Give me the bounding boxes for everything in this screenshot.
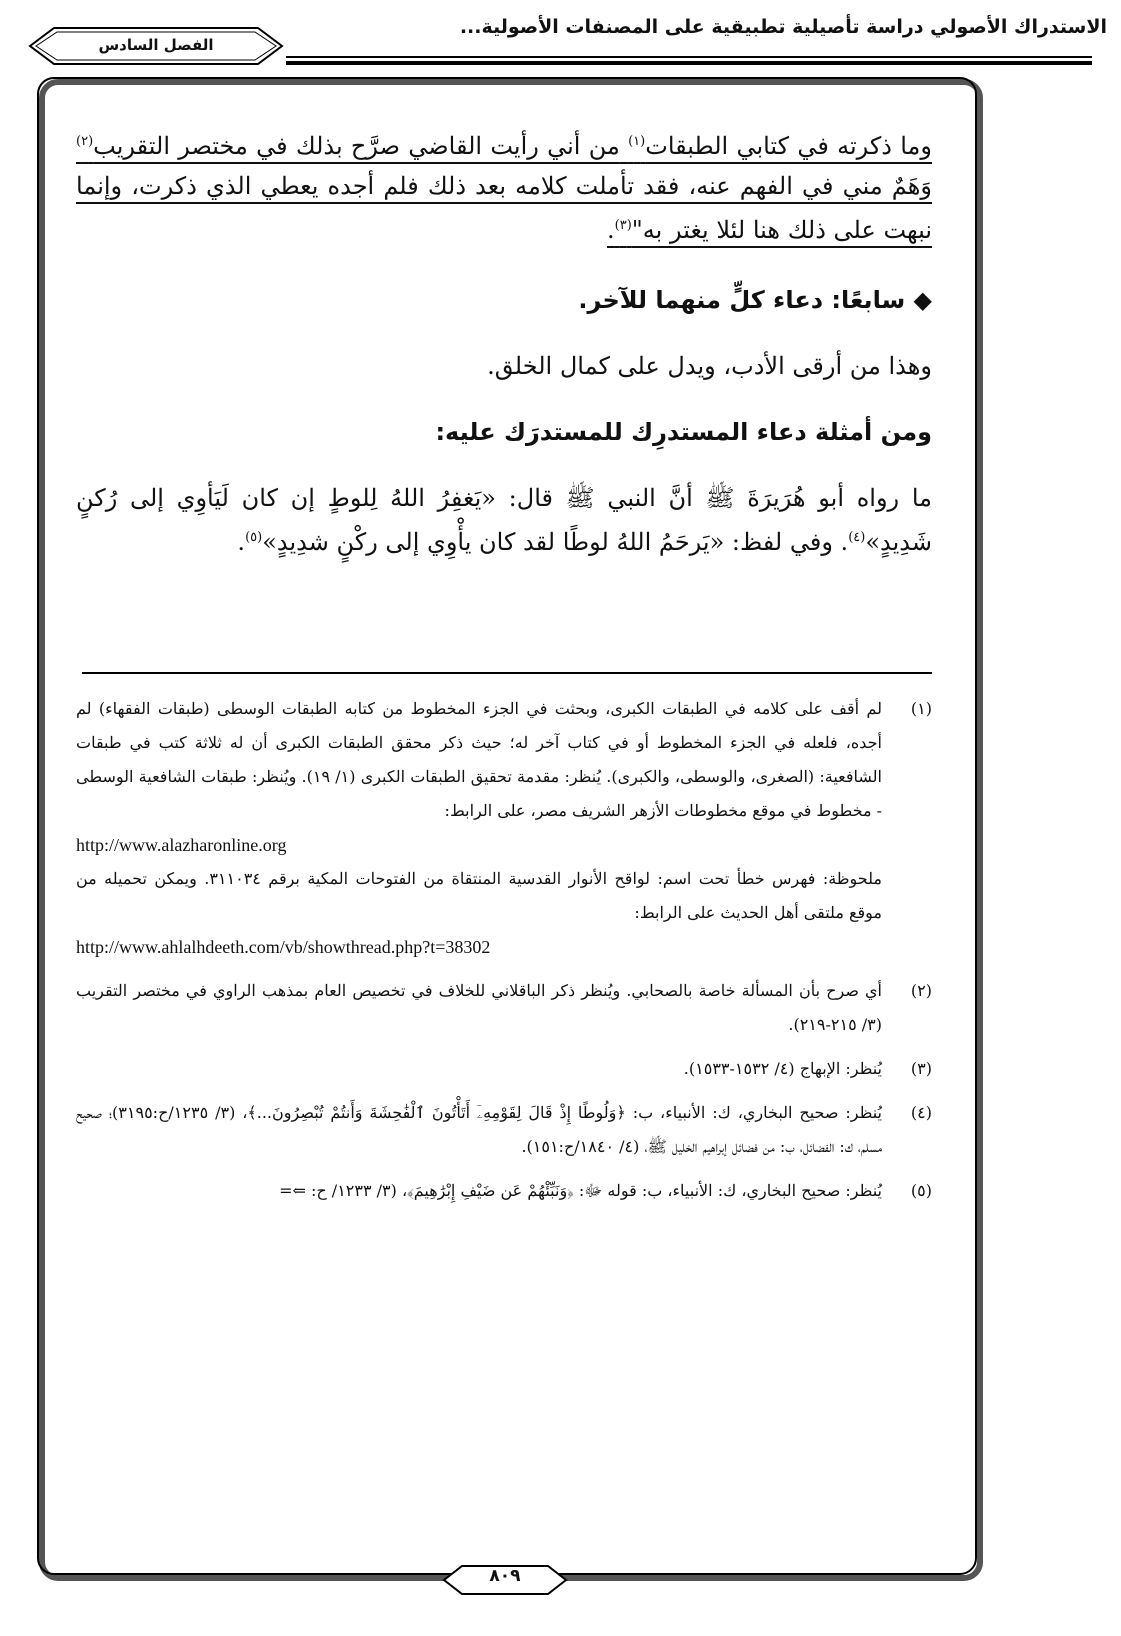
page-number: ٨٠٩ — [489, 1566, 521, 1586]
quote-end: . — [606, 216, 615, 244]
footnote-4 — [76, 1096, 932, 1164]
footnote-separator — [82, 672, 932, 674]
quote-part2: من أني رأيت القاضي صرَّح بذلك في مختصر التقريب — [93, 132, 620, 160]
footnote-2-number: (٢) — [910, 981, 932, 1000]
paragraph-hadith — [76, 478, 932, 562]
footnote-1-note: ملحوظة: فهرس خطأ تحت اسم: لواقح الأنوار القدسية المنتقاة من الفتوحات المكية برقم ٣١١٠٣٤. ويمكن تحميله من موقع ملتقى أهل الحديث على الرابط: — [76, 869, 882, 922]
paragraph-examples: ومن أمثلة دعاء المستدرِك للمستدرَك عليه: — [435, 418, 932, 446]
quote-part1: وما ذكرته في كتابي الطبقات — [645, 132, 932, 160]
book-title: الاستدراك الأصولي دراسة تأصيلية تطبيقية على المصنفات الأصولية... — [459, 16, 1107, 38]
footnote-5-text: يُنظر: صحيح البخاري، ك: الأنبياء، ب: قوله ﷻ: ﴿وَنَبِّئْهُمْ عَن ضَيْفِ إِبْرَٰهِيمَ﴾، (٣/ ١٢٣٣/ ح: ⇐= — [279, 1181, 882, 1200]
quote-part3: وَهَمٌ مني في الفهم عنه، فقد تأملت كلامه بعد ذلك فلم أجده يعطي الذي ذكرت، وإنما نبهت على ذلك هنا لئلا يغتر به" — [76, 172, 932, 244]
footnote-3-text: يُنظر: الإبهاج (٤/ ١٥٣٢-١٥٣٣). — [683, 1059, 882, 1078]
footnote-5 — [76, 1174, 932, 1208]
footnote-ref-5[interactable]: (٥) — [245, 530, 263, 545]
hadith-part2: . وفي لفظ: «يَرحَمُ اللهُ لوطًا لقد كان يأْوِي إلى ركْنٍ شدِيدٍ» — [262, 528, 849, 556]
footnote-2-text: أي صرح بأن المسألة خاصة بالصحابي. ويُنظر ذكر الباقلاني للخلاف في تخصيص العام بمذهب الراوي في مختصر التقريب (٣/ ٢١٥-٢١٩). — [76, 981, 882, 1034]
header-rule-thick — [286, 61, 1092, 65]
footnote-1-link[interactable]: http://www.alazharonline.org — [76, 835, 287, 855]
chapter-tab — [26, 24, 286, 68]
main-text — [76, 96, 932, 562]
chapter-label: الفصل السادس — [98, 36, 214, 54]
footnote-3 — [76, 1052, 932, 1086]
footnote-1-link2[interactable]: http://www.ahlalhdeeth.com/vb/showthread.php?t=38302 — [76, 937, 491, 957]
footnote-3-number: (٣) — [910, 1059, 932, 1078]
header-rule — [286, 56, 1092, 58]
paragraph-adab: وهذا من أرقى الأدب، ويدل على كمال الخلق. — [487, 352, 932, 380]
section-heading: ◆ سابعًا: دعاء كلٍّ منهما للآخر. — [578, 286, 932, 314]
hadith-part1: ما رواه أبو هُرَيرَةَ ﷺ أنَّ النبي ﷺ قال: «يَغفِرُ اللهُ لِلوطٍ إن كان لَيَأوِي إلى رُكنٍ شَدِيدٍ» — [76, 484, 932, 556]
footnote-4-text: يُنظر: صحيح البخاري، ك: الأنبياء، ب: ﴿وَلُوطًا إِذْ قَالَ لِقَوْمِهِۦٓ أَتَأْتُونَ ٱلْفَٰحِشَةَ وَأَنتُمْ تُبْصِرُونَ...﴾، (٣/ ١٢٣٥/ح:٣١٩٥)؛ صحيح مسلم، ك: الفضائل، ب: من فضائل إبراهيم الخليل ﷺ، (٤/ ١٨٤٠/ح:١٥١). — [76, 1103, 882, 1156]
footnote-ref-2[interactable]: (٢) — [76, 134, 94, 149]
page-number-badge — [440, 1560, 570, 1600]
footnotes — [76, 692, 932, 1218]
page-header — [0, 0, 1121, 70]
footnote-4-number: (٤) — [910, 1103, 932, 1122]
footnote-ref-3[interactable]: (٣) — [614, 218, 632, 233]
footnote-ref-4[interactable]: (٤) — [848, 530, 866, 545]
footnote-1-text: لم أقف على كلامه في الطبقات الكبرى، وبحثت في الجزء المخطوط من كتابه الطبقات الوسطى (طبقات الفقهاء) لم أجده، فلعله في الجزء المخطوط أو في كتاب آخر له؛ حيث ذكر محقق الطبقات الكبرى أن له ثلاثة كتب في طبقات الشافعية: (الصغرى، والوسطى، والكبرى). يُنظر: مقدمة تحقيق الطبقات الكبرى (١/ ١٩). ويُنظر: طبقات الشافعية الوسطى - مخطوط في موقع مخطوطات الأزهر الشريف مصر، على الرابط: — [76, 699, 883, 820]
footnote-1 — [76, 692, 932, 964]
footnote-5-number: (٥) — [910, 1181, 932, 1200]
footnote-2 — [76, 974, 932, 1042]
footnote-1-number: (١) — [910, 699, 932, 718]
paragraph-quote — [76, 122, 932, 250]
footnote-ref-1[interactable]: (١) — [628, 134, 646, 149]
hadith-end: . — [237, 528, 246, 556]
